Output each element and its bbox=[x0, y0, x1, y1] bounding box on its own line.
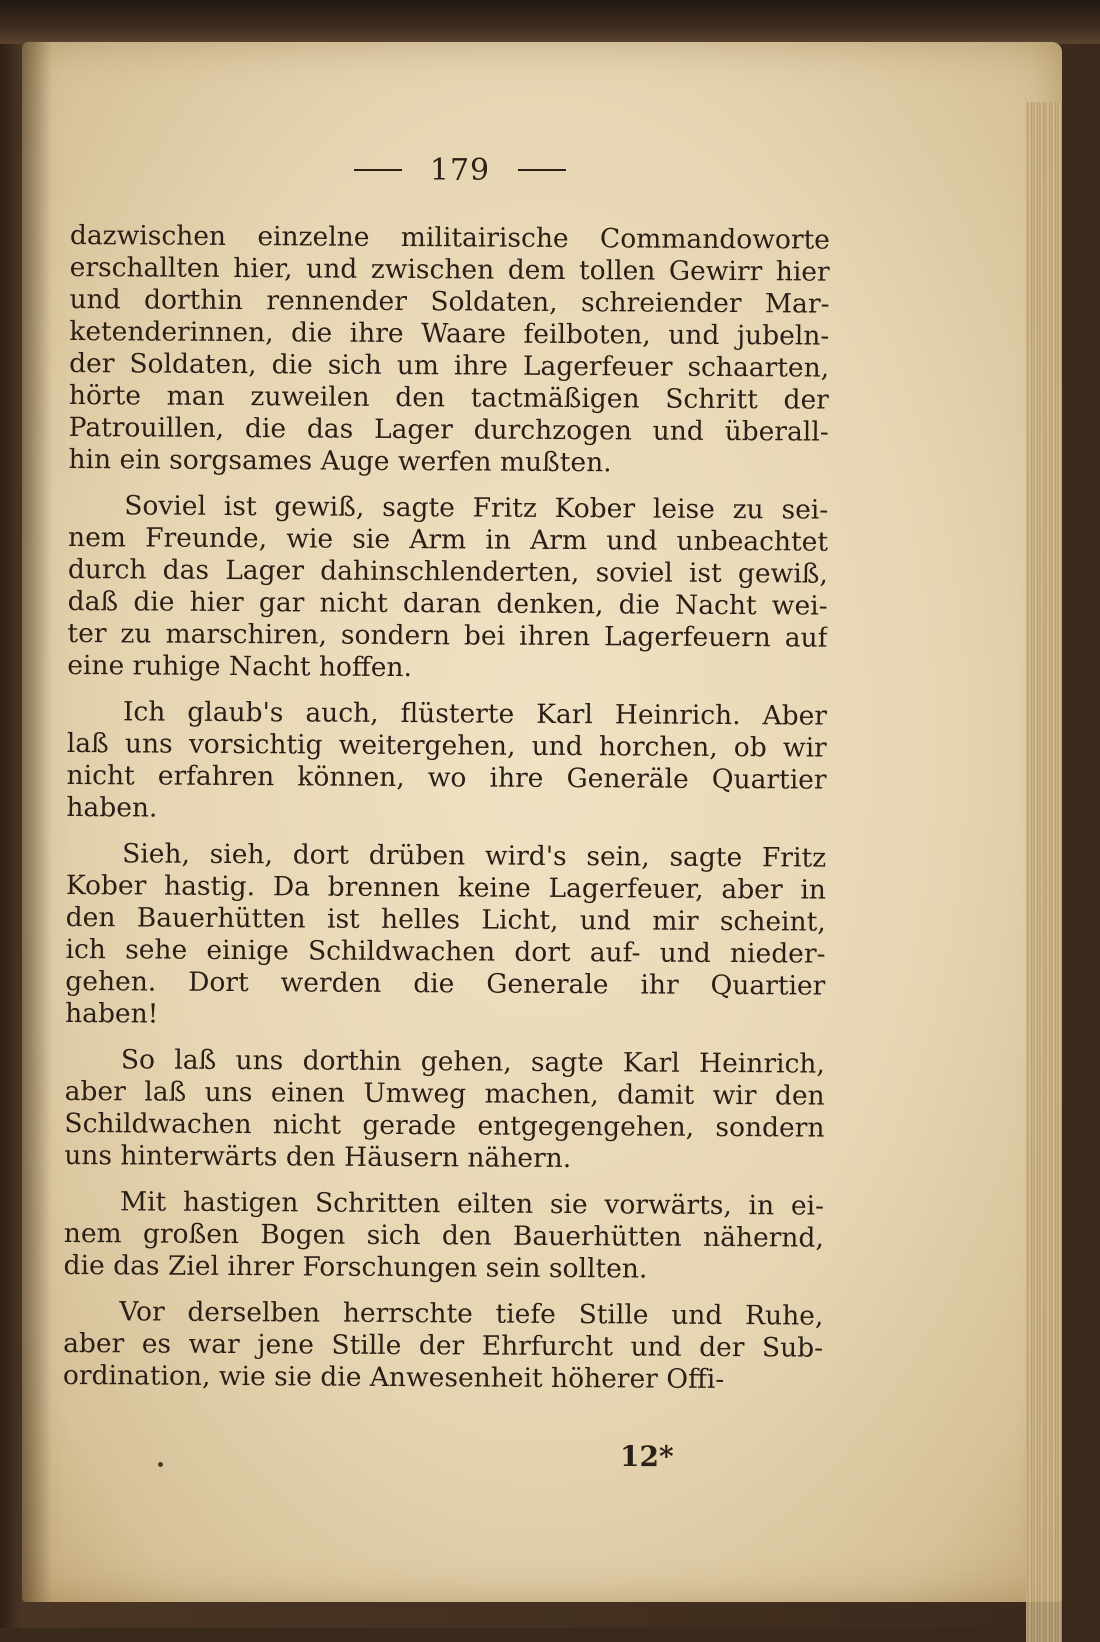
header-dash-left bbox=[354, 169, 402, 171]
text-line: der Soldaten, die sich um ihre Lagerfeuer schaarten, bbox=[69, 347, 830, 384]
text-line: dazwischen einzelne militairische Commandoworte bbox=[69, 220, 830, 256]
text-line: Vor derselben herrschte tiefe Stille und Ruhe, bbox=[119, 1296, 824, 1332]
text-body bbox=[63, 220, 830, 1397]
text-line: So laß uns dorthin gehen, sagte Karl Heinrich, bbox=[120, 1044, 825, 1080]
text-line: Soviel ist gewiß, sagte Fritz Kober leise zu sei- bbox=[124, 490, 829, 526]
text-line: Schildwachen nicht gerade entgegengehen, sondern bbox=[64, 1107, 825, 1144]
page-header bbox=[350, 150, 570, 190]
text-line: aber laß uns einen Umweg machen, damit wir den bbox=[64, 1075, 825, 1112]
text-line: nem Freunde, wie sie Arm in Arm und unbeachtet bbox=[67, 521, 829, 558]
paragraph bbox=[67, 490, 828, 687]
header-dash-right bbox=[518, 169, 566, 171]
text-line: nicht erfahren können, wo ihre Generäle Quartier bbox=[66, 759, 827, 796]
text-line: Patrouillen, die das Lager durchzogen und überall- bbox=[68, 411, 829, 448]
text-line: ter zu marschiren, sondern bei ihren Lagerfeuern auf bbox=[67, 617, 828, 654]
text-line: Mit hastigen Schritten eilten sie vorwärts, in ei- bbox=[119, 1186, 825, 1222]
text-line: aber es war jene Stille der Ehrfurcht und der Sub- bbox=[63, 1327, 824, 1364]
spine-shadow bbox=[22, 42, 52, 1602]
text-line: haben! bbox=[65, 997, 159, 1030]
ink-dot bbox=[158, 1462, 163, 1467]
book-top-edge bbox=[0, 0, 1100, 44]
text-line: nem großen Bogen sich den Bauerhütten nähernd, bbox=[63, 1217, 824, 1254]
paragraph bbox=[68, 220, 830, 481]
signature-mark: 12* bbox=[620, 1440, 674, 1473]
text-line: hin ein sorgsames Auge werfen mußten. bbox=[68, 443, 612, 479]
text-line: durch das Lager dahinschlenderten, soviel ist gewiß, bbox=[67, 553, 828, 590]
text-line: haben. bbox=[66, 791, 158, 824]
paragraph bbox=[66, 696, 827, 829]
text-line: gehen. Dort werden die Generale ihr Quartier bbox=[65, 965, 826, 1002]
paragraph bbox=[65, 838, 826, 1035]
text-line: eine ruhige Nacht hoffen. bbox=[67, 649, 413, 684]
text-line: ketenderinnen, die ihre Waare feilboten, und jubeln- bbox=[69, 315, 830, 352]
text-line: Kober hastig. Da brennen keine Lagerfeuer, aber in bbox=[65, 869, 827, 906]
text-line: den Bauerhütten ist helles Licht, und mir scheint, bbox=[65, 901, 826, 938]
text-line: Sieh, sieh, dort drüben wird's sein, sagte Fritz bbox=[122, 838, 827, 874]
text-line: laß uns vorsichtig weitergehen, und horchen, ob wir bbox=[66, 727, 827, 764]
text-line: Ich glaub's auch, flüsterte Karl Heinrich. Aber bbox=[122, 696, 828, 732]
text-line: ordination, wie sie die Anwesenheit höherer Offi- bbox=[62, 1359, 725, 1396]
text-line: daß die hier gar nicht daran denken, die Nacht wei- bbox=[67, 585, 828, 622]
paragraph bbox=[63, 1296, 824, 1397]
text-line: hörte man zuweilen den tactmäßigen Schritt der bbox=[68, 379, 830, 416]
text-line: erschallten hier, und zwischen dem tollen Gewirr hier bbox=[69, 251, 830, 288]
page-edges bbox=[1026, 102, 1062, 1642]
page-number: 179 bbox=[429, 152, 491, 188]
paragraph bbox=[64, 1044, 825, 1177]
text-line: und dorthin rennender Soldaten, schreiender Mar- bbox=[69, 283, 830, 320]
text-line: ich sehe einige Schildwachen dort auf- und nieder- bbox=[65, 933, 826, 970]
text-line: uns hinterwärts den Häusern nähern. bbox=[64, 1139, 572, 1175]
paragraph bbox=[64, 1186, 825, 1287]
text-line: die das Ziel ihrer Forschungen sein sollten. bbox=[63, 1249, 648, 1285]
